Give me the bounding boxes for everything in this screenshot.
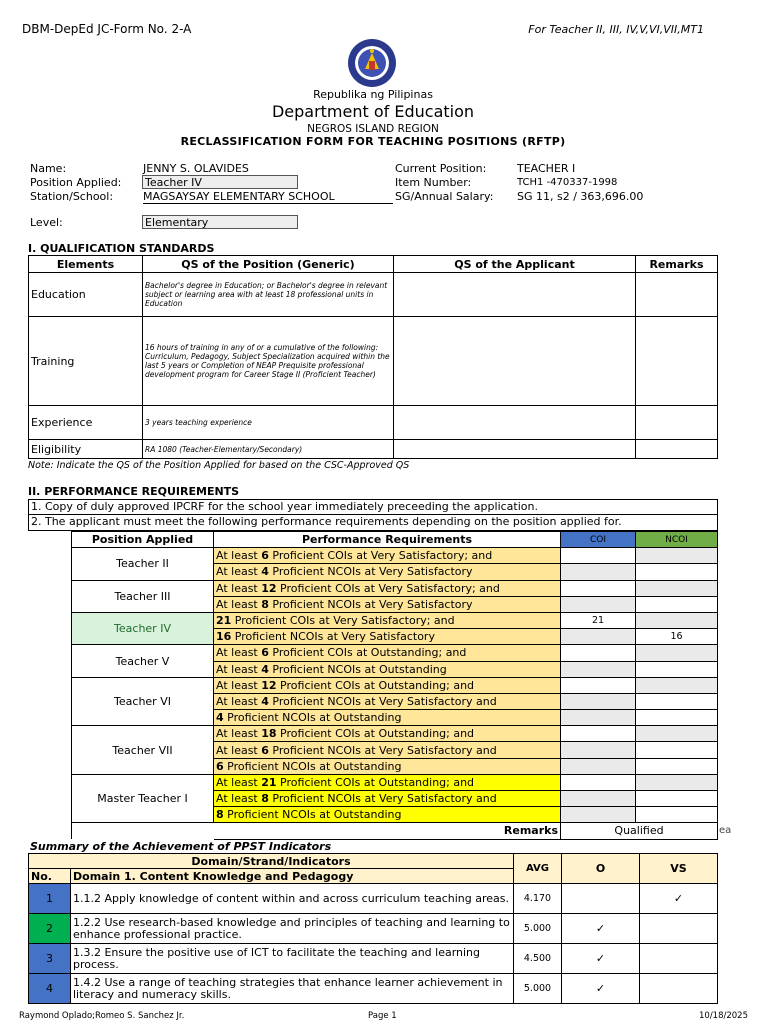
qs-applicant-cell[interactable] <box>394 273 636 317</box>
salary-label: SG/Annual Salary: <box>395 190 494 203</box>
ncoi-value[interactable]: 16 <box>636 629 718 645</box>
qs-remarks-cell[interactable] <box>636 317 718 406</box>
remarks-label: Remarks <box>214 823 561 839</box>
performance-section-title: II. PERFORMANCE REQUIREMENTS <box>28 485 240 498</box>
ncoi-cell[interactable] <box>636 791 718 807</box>
department-title: Department of Education <box>271 102 475 121</box>
req-teacher-vii-ncoi-o: 6 Proficient NCOIs at Outstanding <box>214 758 561 774</box>
footer-preparers: Raymond Oplado;Romeo S. Sanchez Jr. <box>19 1011 185 1021</box>
coi-cell <box>561 807 636 823</box>
ppst-o-check: ✓ <box>562 974 640 1004</box>
name-label: Name: <box>30 162 67 175</box>
coi-cell <box>561 710 636 726</box>
qs-generic: RA 1080 (Teacher-Elementary/Secondary) <box>143 440 394 459</box>
coi-cell[interactable] <box>561 726 636 742</box>
coi-cell <box>561 596 636 612</box>
ppst-row-number: 4 <box>29 974 71 1004</box>
deped-seal-icon <box>343 37 401 89</box>
req-teacher-vii-coi: At least 18 Proficient COIs at Outstanding; and <box>214 726 561 742</box>
position-applied-field[interactable]: Teacher IV <box>142 175 298 189</box>
coi-cell <box>561 564 636 580</box>
ncoi-cell <box>636 726 718 742</box>
ppst-o-check: ✓ <box>562 944 640 974</box>
republic-text: Republika ng Pilipinas <box>313 88 433 101</box>
position-teacher-vii: Teacher VII <box>72 726 214 775</box>
qs-element: Experience <box>29 406 143 440</box>
form-title: RECLASSIFICATION FORM FOR TEACHING POSITIONS (RFTP) <box>180 135 566 148</box>
ncoi-cell <box>636 612 718 628</box>
performance-table <box>71 531 718 840</box>
ppst-row-number: 3 <box>29 944 71 974</box>
qs-note: Note: Indicate the QS of the Position Applied for based on the CSC-Approved QS <box>28 460 410 471</box>
ppst-row-number: 1 <box>29 884 71 914</box>
req-mt1-coi: At least 21 Proficient COIs at Outstanding; and <box>214 774 561 790</box>
qs-row-eligibility <box>29 440 718 459</box>
req-teacher-ii-ncoi: At least 4 Proficient NCOIs at Very Satisfactory <box>214 564 561 580</box>
qs-element: Education <box>29 273 143 317</box>
ppst-title: Summary of the Achievement of PPST Indicators <box>30 840 332 853</box>
position-teacher-vi: Teacher VI <box>72 677 214 726</box>
position-master-teacher-i: Master Teacher I <box>72 774 214 823</box>
qs-element: Eligibility <box>29 440 143 459</box>
station-label: Station/School: <box>30 190 114 203</box>
req-mt1-ncoi-vs: At least 8 Proficient NCOIs at Very Satisfactory and <box>214 791 561 807</box>
ppst-avg: 5.000 <box>514 914 562 944</box>
ppst-header-avg: AVG <box>514 854 562 884</box>
qs-generic: Bachelor's degree in Education; or Bachelor's degree in relevant subject or learning area with at least 18 professional units in Education <box>143 273 394 317</box>
ncoi-cell[interactable] <box>636 661 718 677</box>
ncoi-cell <box>636 645 718 661</box>
req-teacher-iv-coi: 21 Proficient COIs at Very Satisfactory; and <box>214 612 561 628</box>
qs-applicant-cell[interactable] <box>394 406 636 440</box>
coi-cell <box>561 742 636 758</box>
perf-header-position: Position Applied <box>72 532 214 548</box>
ppst-header-no: No. <box>29 869 71 884</box>
qs-header-generic: QS of the Position (Generic) <box>143 256 394 273</box>
coi-cell[interactable] <box>561 677 636 693</box>
coi-cell[interactable] <box>561 774 636 790</box>
qualification-section-title: I. QUALIFICATION STANDARDS <box>28 242 215 255</box>
req-teacher-iii-ncoi: At least 8 Proficient NCOIs at Very Satisfactory <box>214 596 561 612</box>
ncoi-cell[interactable] <box>636 564 718 580</box>
ppst-row <box>29 884 718 914</box>
qs-row-experience <box>29 406 718 440</box>
req-teacher-v-ncoi: At least 4 Proficient NCOIs at Outstanding <box>214 661 561 677</box>
ppst-row-number: 2 <box>29 914 71 944</box>
ppst-o-check <box>562 884 640 914</box>
footer-date: 10/18/2025 <box>699 1011 748 1021</box>
coi-cell[interactable] <box>561 548 636 564</box>
ncoi-cell[interactable] <box>636 710 718 726</box>
ppst-indicator: 1.2.2 Use research-based knowledge and principles of teaching and learning to enhance professional practice. <box>71 914 514 944</box>
req-teacher-vi-ncoi-o: 4 Proficient NCOIs at Outstanding <box>214 710 561 726</box>
ncoi-cell <box>636 580 718 596</box>
ncoi-cell <box>636 548 718 564</box>
qs-header-remarks: Remarks <box>636 256 718 273</box>
station-value: MAGSAYSAY ELEMENTARY SCHOOL <box>143 190 393 204</box>
item-number-value: TCH1 -470337-1998 <box>517 177 618 188</box>
perf-header-ncoi: NCOI <box>636 532 718 548</box>
req-teacher-v-coi: At least 6 Proficient COIs at Outstanding; and <box>214 645 561 661</box>
coi-cell[interactable] <box>561 580 636 596</box>
ppst-indicator: 1.4.2 Use a range of teaching strategies that enhance learner achievement in literacy and numeracy skills. <box>71 974 514 1004</box>
qs-remarks-cell[interactable] <box>636 406 718 440</box>
ppst-row <box>29 944 718 974</box>
perf-header-requirements: Performance Requirements <box>214 532 561 548</box>
overflow-text: ea <box>719 825 732 836</box>
current-position-label: Current Position: <box>395 162 487 175</box>
req-teacher-iii-coi: At least 12 Proficient COIs at Very Satisfactory; and <box>214 580 561 596</box>
form-number: DBM-DepEd JC-Form No. 2-A <box>22 22 192 36</box>
ppst-vs-check <box>640 944 718 974</box>
ppst-o-check: ✓ <box>562 914 640 944</box>
qs-header-applicant: QS of the Applicant <box>394 256 636 273</box>
ppst-indicator: 1.1.2 Apply knowledge of content within and across curriculum teaching areas. <box>71 884 514 914</box>
ppst-avg: 4.170 <box>514 884 562 914</box>
req-teacher-ii-coi: At least 6 Proficient COIs at Very Satisfactory; and <box>214 548 561 564</box>
current-position-value: TEACHER I <box>517 162 576 175</box>
ppst-vs-check <box>640 974 718 1004</box>
ncoi-cell[interactable] <box>636 596 718 612</box>
req-mt1-ncoi-o: 8 Proficient NCOIs at Outstanding <box>214 807 561 823</box>
qs-generic: 3 years teaching experience <box>143 406 394 440</box>
qs-remarks-cell[interactable] <box>636 273 718 317</box>
position-teacher-iii: Teacher III <box>72 580 214 612</box>
qs-header-elements: Elements <box>29 256 143 273</box>
coi-value[interactable]: 21 <box>561 612 636 628</box>
position-teacher-iv: Teacher IV <box>72 612 214 644</box>
qs-element: Training <box>29 317 143 406</box>
level-label: Level: <box>30 216 63 229</box>
ppst-indicator: 1.3.2 Ensure the positive use of ICT to facilitate the teaching and learning process. <box>71 944 514 974</box>
remarks-value[interactable]: Qualified <box>561 823 718 839</box>
ncoi-cell <box>636 677 718 693</box>
ncoi-cell[interactable] <box>636 693 718 709</box>
ppst-header-o: O <box>562 854 640 884</box>
ppst-avg: 5.000 <box>514 974 562 1004</box>
ncoi-cell[interactable] <box>636 742 718 758</box>
coi-cell <box>561 661 636 677</box>
req-teacher-vi-coi: At least 12 Proficient COIs at Outstanding; and <box>214 677 561 693</box>
name-value: JENNY S. OLAVIDES <box>143 162 249 175</box>
ppst-avg: 4.500 <box>514 944 562 974</box>
performance-line-1: 1. Copy of duly approved IPCRF for the school year immediately preceeding the application. <box>28 499 718 515</box>
coi-cell <box>561 629 636 645</box>
ppst-row <box>29 914 718 944</box>
ppst-vs-check: ✓ <box>640 884 718 914</box>
ncoi-cell[interactable] <box>636 807 718 823</box>
qs-generic: 16 hours of training in any of or a cumulative of the following: Curriculum, Pedagogy, Subject Specialization acquired within the last 5 years or Completion of NEAP Prequisite professional development program for Career Stage II (Proficient Teacher) <box>143 317 394 406</box>
qs-row-training <box>29 317 718 406</box>
coi-cell <box>561 693 636 709</box>
region-text: NEGROS ISLAND REGION <box>307 123 439 135</box>
ncoi-cell <box>636 774 718 790</box>
ppst-vs-check <box>640 914 718 944</box>
item-number-label: Item Number: <box>395 176 472 189</box>
performance-line-2: 2. The applicant must meet the following performance requirements depending on the position applied for. <box>28 515 718 531</box>
ncoi-cell[interactable] <box>636 758 718 774</box>
qs-applicant-cell[interactable] <box>394 317 636 406</box>
req-teacher-iv-ncoi: 16 Proficient NCOIs at Very Satisfactory <box>214 629 561 645</box>
qs-row-education <box>29 273 718 317</box>
req-teacher-vi-ncoi-vs: At least 4 Proficient NCOIs at Very Satisfactory and <box>214 693 561 709</box>
qualification-table <box>28 255 718 459</box>
level-field[interactable]: Elementary <box>142 215 298 229</box>
position-teacher-ii: Teacher II <box>72 548 214 580</box>
ppst-header-vs: VS <box>640 854 718 884</box>
qs-remarks-cell[interactable] <box>636 440 718 459</box>
qs-applicant-cell[interactable] <box>394 440 636 459</box>
footer-page: Page 1 <box>368 1011 397 1021</box>
ppst-row <box>29 974 718 1004</box>
position-applied-label: Position Applied: <box>30 176 122 189</box>
salary-value: SG 11, s2 / 363,696.00 <box>517 190 644 203</box>
ppst-header-domain: Domain/Strand/Indicators <box>29 854 514 869</box>
ppst-table <box>28 853 718 1004</box>
coi-cell <box>561 791 636 807</box>
position-teacher-v: Teacher V <box>72 645 214 677</box>
perf-header-coi: COI <box>561 532 636 548</box>
applies-to: For Teacher II, III, IV,V,VI,VII,MT1 <box>528 23 704 36</box>
ppst-domain-1: Domain 1. Content Knowledge and Pedagogy <box>71 869 514 884</box>
coi-cell[interactable] <box>561 645 636 661</box>
coi-cell <box>561 758 636 774</box>
req-teacher-vii-ncoi-vs: At least 6 Proficient NCOIs at Very Satisfactory and <box>214 742 561 758</box>
